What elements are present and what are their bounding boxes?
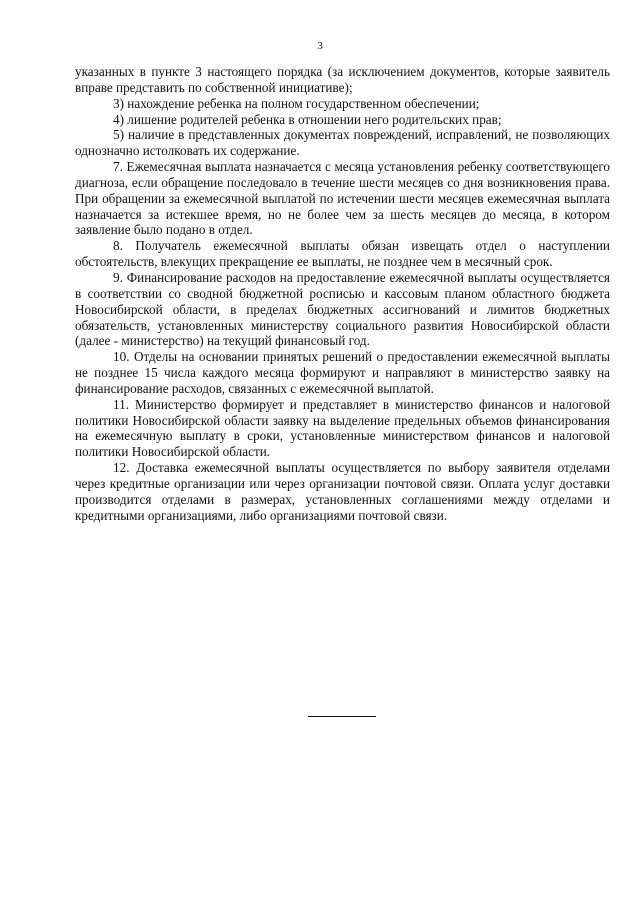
clause-12: 12. Доставка ежемесячной выплаты осуществляется по выбору заявителя отделами через кредитные организации или через организации почтовой связи. Оплата услуг доставки производится отделами в размерах, установленных соглашениями между отделами и кредитными организациями, либо организациями почтовой связи. <box>75 460 610 523</box>
list-item-5: 5) наличие в представленных документах повреждений, исправлений, не позволяющих однозначно истолковать их содержание. <box>75 127 610 159</box>
clause-9: 9. Финансирование расходов на предоставление ежемесячной выплаты осуществляется в соответствии со сводной бюджетной росписью и кассовым планом областного бюджета Новосибирской области, в пределах бюджетных ассигнований и лимитов бюджетных обязательств, установленных министерству социального развития Новосибирской области (далее - министерство) на текущий финансовый год. <box>75 269 610 349</box>
clause-11: 11. Министерство формирует и представляет в министерство финансов и налоговой политики Новосибирской области заявку на выделение предельных объемов финансирования на ежемесячную выплату в сроки, установленные министерством финансов и налоговой политики Новосибирской области. <box>75 396 610 460</box>
clause-8: 8. Получатель ежемесячной выплаты обязан извещать отдел о наступлении обстоятельств, влекущих прекращение ее выплаты, не позднее чем в месячный срок. <box>75 238 610 270</box>
list-item-3: 3) нахождение ребенка на полном государственном обеспечении; <box>113 95 480 111</box>
paragraph-continuation: указанных в пункте 3 настоящего порядка (за исключением документов, которые заявитель вправе представить по собственной инициативе); <box>75 64 610 95</box>
list-item-4: 4) лишение родителей ребенка в отношении него родительских прав; <box>113 111 502 127</box>
page-number: 3 <box>317 40 323 52</box>
document-body <box>75 64 610 523</box>
clause-10: 10. Отделы на основании принятых решений о предоставлении ежемесячной выплаты не позднее 15 числа каждого месяца формируют и направляют в министерство заявку на финансирование расходов, связанных с ежемесячной выплатой. <box>75 349 610 396</box>
end-of-document-rule <box>308 716 376 717</box>
clause-7: 7. Ежемесячная выплата назначается с месяца установления ребенку соответствующего диагноза, если обращение последовало в течение шести месяцев со дня возникновения права. При обращении за ежемесячной выплатой по истечении шести месяцев ежемесячная выплата назначается за истекшее время, но не более чем за шесть месяцев до месяца, в котором заявление было подано в отдел. <box>75 159 610 238</box>
